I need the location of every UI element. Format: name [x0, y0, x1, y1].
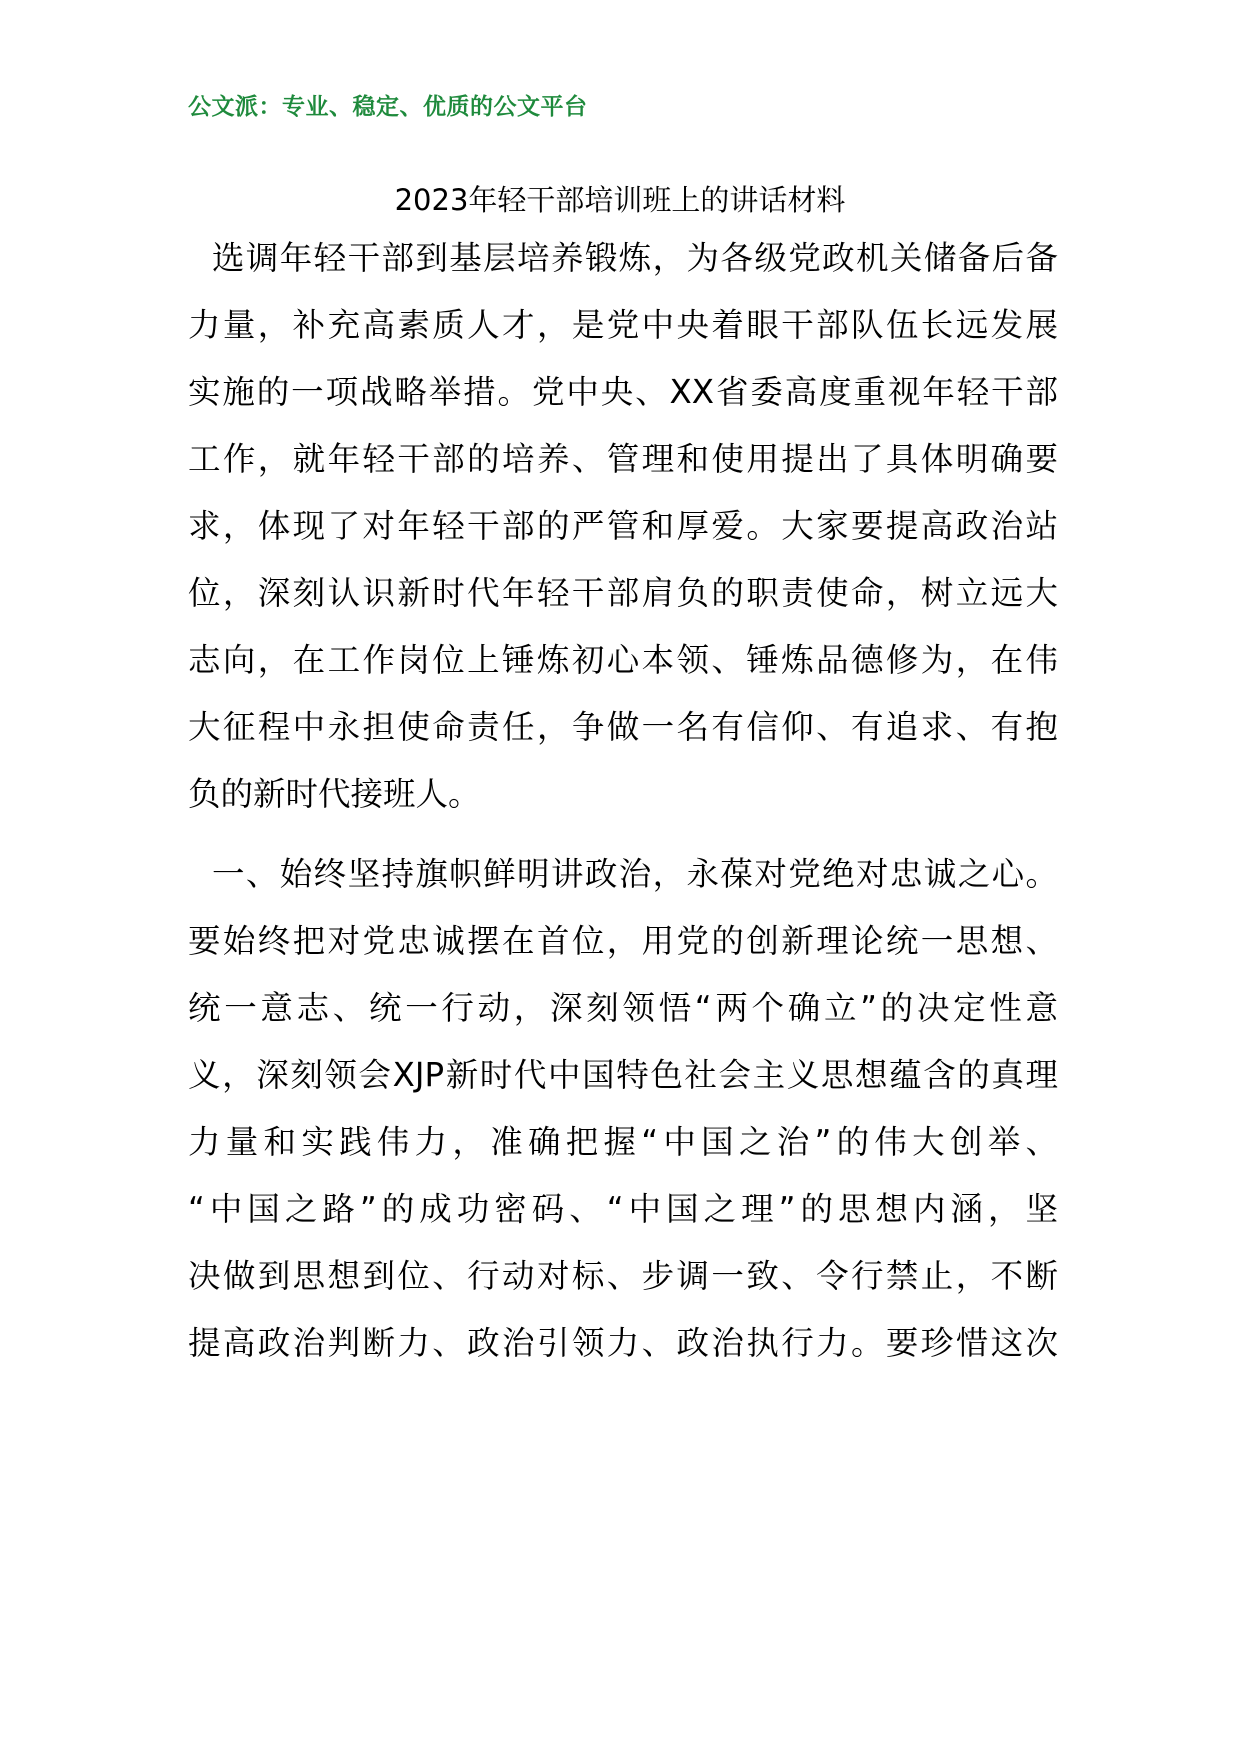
paragraph-line: 实施的一项战略举措。党中央、XX省委高度重视年轻干部 [188, 373, 1058, 411]
document-title: 2023年轻干部培训班上的讲话材料 [394, 183, 846, 217]
paragraph-line: “中国之路”的成功密码、“中国之理”的思想内涵，坚 [188, 1190, 1058, 1228]
paragraph-line: 义，深刻领会XJP新时代中国特色社会主义思想蕴含的真理 [188, 1056, 1058, 1094]
paragraph-line: 位，深刻认识新时代年轻干部肩负的职责使命，树立远大 [188, 574, 1058, 612]
paragraph-line: 选调年轻干部到基层培养锻炼，为各级党政机关储备后备 [212, 239, 1058, 277]
paragraph-line: 提高政治判断力、政治引领力、政治执行力。要珍惜这次 [188, 1324, 1058, 1362]
paragraph-line: 求，体现了对年轻干部的严管和厚爱。大家要提高政治站 [188, 507, 1058, 545]
section-heading-line: 一、始终坚持旗帜鲜明讲政治，永葆对党绝对忠诚之心。 [212, 855, 1058, 893]
paragraph-line: 要始终把对党忠诚摆在首位，用党的创新理论统一思想、 [188, 922, 1058, 960]
paragraph-line: 力量和实践伟力，准确把握“中国之治”的伟大创举、 [188, 1123, 1058, 1161]
paragraph-line: 工作，就年轻干部的培养、管理和使用提出了具体明确要 [188, 440, 1058, 478]
paragraph-line: 决做到思想到位、行动对标、步调一致、令行禁止，不断 [188, 1257, 1058, 1295]
paragraph-line: 统一意志、统一行动，深刻领悟“两个确立”的决定性意 [188, 989, 1058, 1027]
paragraph-line: 大征程中永担使命责任，争做一名有信仰、有追求、有抱 [188, 708, 1058, 746]
site-banner: 公文派：专业、稳定、优质的公文平台 [188, 94, 588, 120]
paragraph-line: 力量，补充高素质人才，是党中央着眼干部队伍长远发展 [188, 306, 1058, 344]
paragraph-line: 负的新时代接班人。 [188, 775, 481, 813]
paragraph-line: 志向，在工作岗位上锤炼初心本领、锤炼品德修为，在伟 [188, 641, 1058, 679]
